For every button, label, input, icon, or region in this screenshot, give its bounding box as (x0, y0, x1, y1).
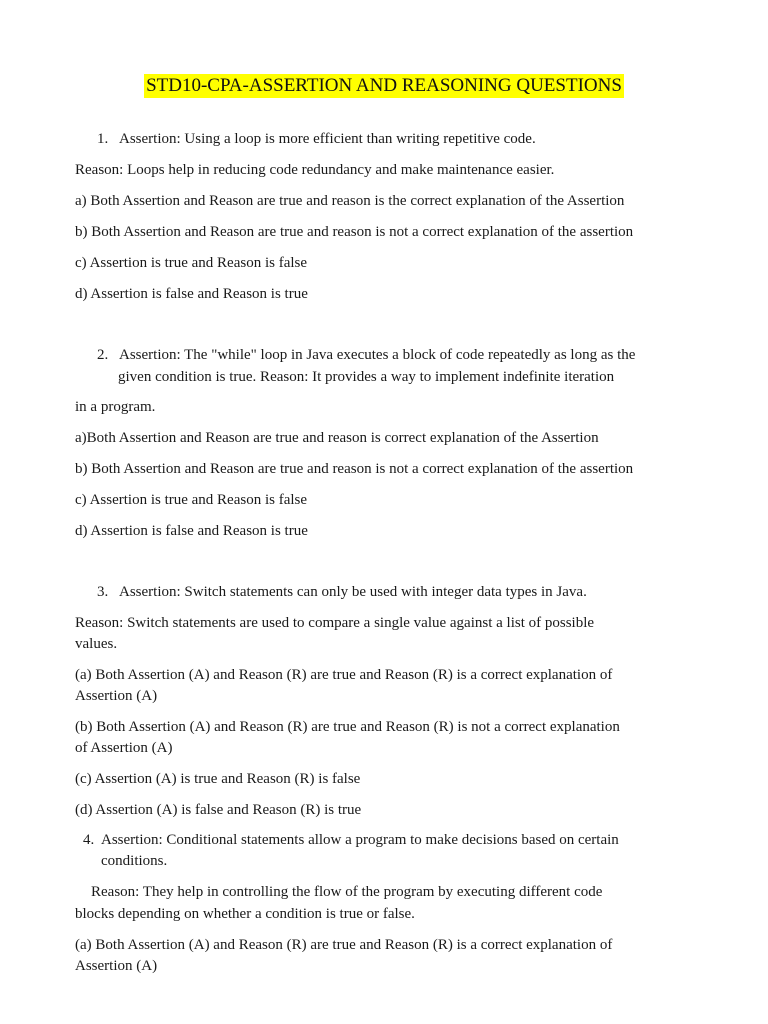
q4-option-a: (a) Both Assertion (A) and Reason (R) are true and Reason (R) is a correct explanation of (75, 937, 613, 953)
q3-reason-line1: Reason: Switch statements are used to compare a single value against a list of possible (75, 615, 595, 631)
q2-number: 2. (97, 347, 109, 363)
q3-option-b-cont: of Assertion (A) (75, 740, 173, 756)
q3-assertion (97, 582, 587, 602)
q2-option-b: b) Both Assertion and Reason are true and reason is not a correct explanation of the assertion (75, 461, 634, 477)
q2-option-c: c) Assertion is true and Reason is false (75, 492, 308, 508)
q2-assertion-text: Assertion: The "while" loop in Java executes a block of code repeatedly as long as the (119, 347, 636, 363)
q4-reason-line1: Reason: They help in controlling the flow of the program by executing different code (91, 884, 603, 900)
q4-assertion-line1 (83, 830, 619, 850)
q3-option-d: (d) Assertion (A) is false and Reason (R) is true (75, 802, 362, 818)
q1-reason: Reason: Loops help in reducing code redundancy and make maintenance easier. (75, 162, 555, 178)
q4-number: 4. (83, 832, 95, 848)
q2-option-d: d) Assertion is false and Reason is true (75, 523, 308, 539)
q2-option-a: a)Both Assertion and Reason are true and reason is correct explanation of the Assertion (75, 430, 599, 446)
q4-option-a-cont: Assertion (A) (75, 958, 158, 974)
q1-assertion (97, 129, 536, 149)
q1-number: 1. (97, 131, 109, 147)
q3-reason-line2: values. (75, 636, 118, 652)
page-title: STD10-CPA-ASSERTION AND REASONING QUESTIONS (146, 75, 622, 96)
q3-option-a-cont: Assertion (A) (75, 688, 158, 704)
q2-assertion-line2: given condition is true. Reason: It provides a way to implement indefinite iteration (118, 369, 615, 385)
q3-option-b: (b) Both Assertion (A) and Reason (R) are true and Reason (R) is not a correct explanation (75, 719, 620, 735)
q1-option-d: d) Assertion is false and Reason is true (75, 286, 308, 302)
q4-assertion-line2: conditions. (101, 853, 168, 869)
q1-option-b: b) Both Assertion and Reason are true and reason is not a correct explanation of the assertion (75, 224, 634, 240)
q1-option-a: a) Both Assertion and Reason are true and reason is the correct explanation of the Assertion (75, 193, 625, 209)
q2-assertion-line1 (97, 345, 635, 365)
q1-assertion-text: Assertion: Using a loop is more efficient than writing repetitive code. (119, 131, 536, 147)
q3-option-c: (c) Assertion (A) is true and Reason (R) is false (75, 771, 361, 787)
title-container (0, 74, 768, 98)
q4-reason-line2: blocks depending on whether a condition is true or false. (75, 906, 415, 922)
q3-number: 3. (97, 584, 109, 600)
q1-option-c: c) Assertion is true and Reason is false (75, 255, 308, 271)
q2-assertion-line3: in a program. (75, 399, 156, 415)
q4-assertion-text: Assertion: Conditional statements allow a program to make decisions based on certain (101, 832, 619, 848)
q3-option-a: (a) Both Assertion (A) and Reason (R) are true and Reason (R) is a correct explanation of (75, 667, 613, 683)
q3-assertion-text: Assertion: Switch statements can only be used with integer data types in Java. (119, 584, 587, 600)
